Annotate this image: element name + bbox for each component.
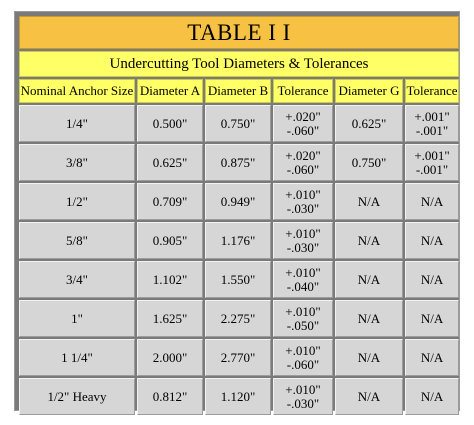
title-row <box>19 16 459 49</box>
tolerance-1-cell-upper: +.020" <box>285 108 321 124</box>
diameter-a-cell: 0.625" <box>137 144 203 181</box>
tolerance-1-cell <box>273 339 333 376</box>
tolerance-2-cell-upper: N/A <box>420 271 444 287</box>
diameter-b-cell: 1.120" <box>205 378 271 415</box>
table-row <box>19 144 459 181</box>
header-tolerance-2: Tolerance <box>405 79 459 103</box>
tolerance-2-cell <box>405 339 459 376</box>
tolerance-1-cell <box>273 300 333 337</box>
tolerance-2-cell <box>405 300 459 337</box>
table-row <box>19 339 459 376</box>
tolerance-1-cell-lower: -.030" <box>286 200 320 216</box>
tolerance-2-cell <box>405 105 459 142</box>
table-row <box>19 378 459 415</box>
diameter-a-cell: 0.709" <box>137 183 203 220</box>
tolerance-table <box>17 14 461 417</box>
tolerance-2-cell <box>405 183 459 220</box>
table-subtitle: Undercutting Tool Diameters & Tolerances <box>19 51 459 77</box>
header-tolerance-1: Tolerance <box>273 79 333 103</box>
diameter-a-cell: 1.102" <box>137 261 203 298</box>
diameter-b-cell: 1.176" <box>205 222 271 259</box>
table-row <box>19 261 459 298</box>
tolerance-1-cell <box>273 222 333 259</box>
tolerance-2-cell <box>405 144 459 181</box>
tolerance-1-cell-upper: +.010" <box>285 186 321 202</box>
diameter-b-cell: 0.949" <box>205 183 271 220</box>
tolerance-2-cell-upper: +.001" <box>414 147 450 163</box>
tolerance-2-cell <box>405 261 459 298</box>
tolerance-2-cell <box>405 378 459 415</box>
tolerance-2-cell-upper: N/A <box>420 349 444 365</box>
diameter-g-cell: 0.750" <box>335 144 403 181</box>
table-row <box>19 105 459 142</box>
nominal-size-cell: 1/2" <box>19 183 135 220</box>
table-title: TABLE I I <box>19 16 459 49</box>
nominal-size-cell: 5/8" <box>19 222 135 259</box>
tolerance-1-cell <box>273 261 333 298</box>
nominal-size-cell: 1" <box>19 300 135 337</box>
tolerance-2-cell-upper: N/A <box>420 232 444 248</box>
tolerance-1-cell <box>273 378 333 415</box>
tolerance-1-cell-upper: +.010" <box>285 264 321 280</box>
diameter-g-cell: N/A <box>335 378 403 415</box>
header-diameter-a: Diameter A <box>137 79 203 103</box>
tolerance-1-cell-lower: -.060" <box>286 161 320 177</box>
tolerance-1-cell-lower: -.040" <box>286 278 320 294</box>
tolerance-1-cell-upper: +.010" <box>285 225 321 241</box>
nominal-size-cell: 3/4" <box>19 261 135 298</box>
diameter-g-cell: 0.625" <box>335 105 403 142</box>
diameter-g-cell: N/A <box>335 300 403 337</box>
tolerance-1-cell-upper: +.010" <box>285 303 321 319</box>
header-row <box>19 79 459 103</box>
diameter-a-cell: 0.905" <box>137 222 203 259</box>
tolerance-2-cell-lower: -.001" <box>415 161 449 177</box>
subtitle-row <box>19 51 459 77</box>
diameter-g-cell: N/A <box>335 222 403 259</box>
table-row <box>19 300 459 337</box>
tolerance-1-cell-lower: -.060" <box>286 356 320 372</box>
tolerance-1-cell-lower: -.030" <box>286 239 320 255</box>
table-row <box>19 222 459 259</box>
tolerance-1-cell <box>273 105 333 142</box>
tolerance-1-cell <box>273 183 333 220</box>
tolerance-2-cell-upper: +.001" <box>414 108 450 124</box>
tolerance-1-cell-upper: +.020" <box>285 147 321 163</box>
diameter-b-cell: 1.550" <box>205 261 271 298</box>
header-nominal-anchor-size: Nominal Anchor Size <box>19 79 135 103</box>
diameter-a-cell: 2.000" <box>137 339 203 376</box>
tolerance-2-cell-upper: N/A <box>420 193 444 209</box>
tolerance-1-cell-lower: -.050" <box>286 317 320 333</box>
diameter-a-cell: 0.500" <box>137 105 203 142</box>
tolerance-2-cell-upper: N/A <box>420 388 444 404</box>
tolerance-1-cell <box>273 144 333 181</box>
diameter-g-cell: N/A <box>335 261 403 298</box>
tolerance-2-cell-lower: -.001" <box>415 122 449 138</box>
diameter-b-cell: 2.770" <box>205 339 271 376</box>
diameter-g-cell: N/A <box>335 183 403 220</box>
header-diameter-b: Diameter B <box>205 79 271 103</box>
diameter-b-cell: 0.750" <box>205 105 271 142</box>
table-row <box>19 183 459 220</box>
diameter-b-cell: 0.875" <box>205 144 271 181</box>
nominal-size-cell: 1/4" <box>19 105 135 142</box>
tolerance-2-cell <box>405 222 459 259</box>
tolerance-1-cell-upper: +.010" <box>285 342 321 358</box>
tolerance-1-cell-upper: +.010" <box>285 381 321 397</box>
nominal-size-cell: 1 1/4" <box>19 339 135 376</box>
tolerance-1-cell-lower: -.030" <box>286 395 320 411</box>
diameter-a-cell: 0.812" <box>137 378 203 415</box>
tolerance-1-cell-lower: -.060" <box>286 122 320 138</box>
diameter-b-cell: 2.275" <box>205 300 271 337</box>
diameter-a-cell: 1.625" <box>137 300 203 337</box>
diameter-g-cell: N/A <box>335 339 403 376</box>
nominal-size-cell: 3/8" <box>19 144 135 181</box>
header-diameter-g: Diameter G <box>335 79 403 103</box>
nominal-size-cell: 1/2" Heavy <box>19 378 135 415</box>
table-body <box>19 105 459 415</box>
tolerance-2-cell-upper: N/A <box>420 310 444 326</box>
